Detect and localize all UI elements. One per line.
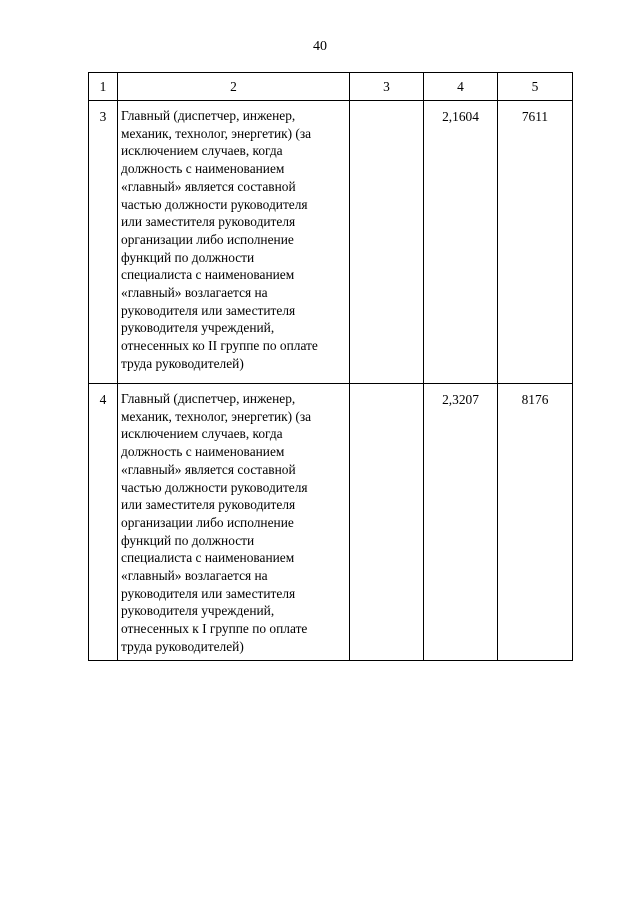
description-line: организации либо исполнение <box>121 231 294 247</box>
description-line: механик, технолог, энергетик) (за <box>121 408 312 424</box>
description-line: исключением случаев, когда <box>121 143 283 159</box>
description-line: Главный (диспетчер, инженер, <box>121 391 296 406</box>
description-line: механик, технолог, энергетик) (за <box>121 125 312 141</box>
description-line: «главный» является составной <box>121 178 296 194</box>
table-row <box>89 101 573 384</box>
empty-cell <box>350 384 424 661</box>
page-number: 40 <box>313 39 327 54</box>
row-number-cell: 4 <box>89 384 118 661</box>
table-row <box>89 384 573 661</box>
description-line: специалиста с наименованием <box>121 550 295 566</box>
description-line: должность с наименованием <box>121 161 285 177</box>
table-header-row <box>89 73 573 101</box>
description-line: должность с наименованием <box>121 444 285 460</box>
description-line: труда руководителей) <box>121 355 244 371</box>
salary-cell: 8176 <box>498 384 573 661</box>
description-line: организации либо исполнение <box>121 514 294 530</box>
description-line: или заместителя руководителя <box>121 497 296 513</box>
description-line: «главный» возлагается на <box>121 568 268 584</box>
position-description-cell <box>118 384 350 661</box>
header-cell-2: 2 <box>118 73 350 101</box>
row-number-cell: 3 <box>89 101 118 384</box>
salary-cell: 7611 <box>498 101 573 384</box>
description-line: функций по должности <box>121 249 255 265</box>
description-line: специалиста с наименованием <box>121 267 295 283</box>
salary-table <box>88 72 573 661</box>
coefficient-cell: 2,1604 <box>424 101 498 384</box>
description-line: Главный (диспетчер, инженер, <box>121 108 296 123</box>
description-line: руководителя или заместителя <box>121 585 296 601</box>
description-line: «главный» является составной <box>121 461 296 477</box>
description-line: или заместителя руководителя <box>121 214 296 230</box>
header-cell-5: 5 <box>498 73 573 101</box>
header-cell-1: 1 <box>89 73 118 101</box>
description-line: руководителя или заместителя <box>121 302 296 318</box>
description-line: исключением случаев, когда <box>121 426 283 442</box>
position-description-cell <box>118 101 350 384</box>
description-line: «главный» возлагается на <box>121 285 268 301</box>
description-line: частью должности руководителя <box>121 196 308 212</box>
empty-cell <box>350 101 424 384</box>
header-cell-3: 3 <box>350 73 424 101</box>
coefficient-cell: 2,3207 <box>424 384 498 661</box>
description-line: функций по должности <box>121 532 255 548</box>
description-line: труда руководителей) <box>121 638 244 654</box>
description-line: отнесенных к I группе по оплате <box>121 621 308 637</box>
header-cell-4: 4 <box>424 73 498 101</box>
description-line: отнесенных ко II группе по оплате <box>121 338 318 354</box>
description-line: частью должности руководителя <box>121 479 308 495</box>
description-line: руководителя учреждений, <box>121 603 275 619</box>
description-line: руководителя учреждений, <box>121 320 275 336</box>
